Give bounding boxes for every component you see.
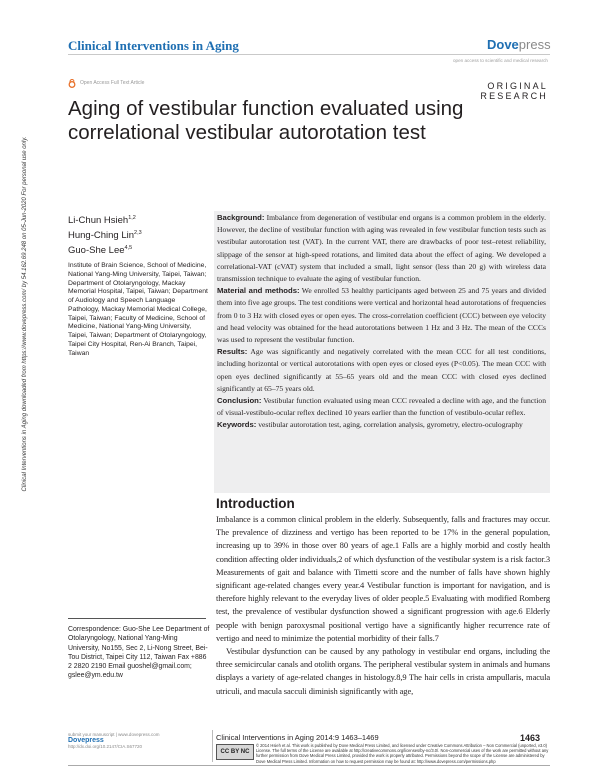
page-number: 1463 [520, 733, 541, 743]
header-rule [68, 54, 550, 55]
author: Li-Chun Hsieh$^{1,2}$ [68, 215, 136, 227]
affiliations: Institute of Brain Science, School of Medicine, National Yang-Ming University, Taipei, Taiwan; Department of Otolaryngology, Mackay Memorial Hospital, Taipei, Taiwan; Department of Audiology and Speech Language Pathology, Mackay Memorial Medical College, Taipei, Taiwan; Faculty of Medicine, School of Medicine, National Yang-Ming University, Taipei, Taiwan; Department of Otolaryngology, Taipei City Hospital, Ren-Ai Branch, Taipei, Taiwan [68, 262, 208, 357]
author: Hung-Ching Lin$^{2,3}$ [68, 230, 142, 242]
journal-name: Clinical Interventions in Aging [68, 38, 239, 53]
abstract: Background: Imbalance from degeneration of vestibular end organs is a common problem in the elderly. However, the decline of vestibular function with aging was revealed in few vestibular function tests such as vestibular autorotation test (VAT). In the current VAT, there are drawbacks of poor test–retest reliability, slippage of the sensor at high-speed rotations, and limited data about the effect of aging. We developed a correlational-VAT (cVAT) system that included a small, light sensor (less than 20 g) with wireless data transmission technique to evaluate the aging of vestibular function. Material and methods: We enrolled 53 healthy participants aged between 25 and 75 years and divided them into five age groups. The test conditions were vertical and horizontal head autorotations of frequencies from 0 to 3 Hz with closed eyes or open eyes. The cross-correlation coefficient (CCC) between eye velocity and head velocity was obtained for the head autorotations between 1 Hz and 3 Hz. The mean of the CCCs was used to represent the vestibular function. Results: Age was significantly and negatively correlated with the mean CCC for all test conditions, including horizontal or vertical autorotations with open eyes or closed eyes (P<0.05). The mean CCC with open eyes declined significantly at 55–65 years old and the mean CCC with closed eyes declined significantly at 65–75 years old. Conclusion: Vestibular function evaluated using mean CCC revealed a decline with age, and the function of visual-vestibulo-ocular reflex declined 10 years earlier than the function of vestibulo-ocular reflex. Keywords: vestibular autorotation test, aging, correlation analysis, gyrometry, electro-oculography [217, 213, 547, 430]
submit-link[interactable]: submit your manuscript | www.dovepress.com [68, 732, 160, 737]
footer-left [68, 732, 208, 750]
author: Guo-She Lee$^{4,5}$ [68, 245, 133, 257]
section-label: ORIGINAL RESEARCH [480, 81, 548, 101]
introduction-body [216, 513, 550, 698]
download-watermark: Clinical Interventions in Aging downloaded from https://www.dovepress.com/ by 54.162.69.248 on 05-Jun-2020 For personal use only. [22, 136, 28, 492]
publisher-logo [487, 37, 551, 52]
cc-license-badge[interactable]: CC BY NC [216, 744, 254, 760]
paper-title: Aging of vestibular function evaluated using correlational vestibular autorotation test [68, 97, 464, 144]
publisher-dove: Dove [487, 37, 519, 52]
section-heading-introduction: Introduction [216, 496, 295, 511]
dovepress-logo: Dovepress [68, 737, 104, 744]
open-access-icon [68, 79, 76, 88]
paragraph: Imbalance is a common clinical problem in the elderly. Subsequently, falls and fractures may occur. The prevalence of dizziness and vertigo has been reported to be 17% in the general population, increasing up to 39% in those over 80 years of age.1 Falls are a highly morbid and costly health condition affecting older individuals,2 of which dysfunction of the vestibular system is a risk factor.3 Measurements of gait and balance with Timetti score and the number of falls have shown highly significant age-related changes every year.4 Vestibular function is important for navigation, and is therefore highly relevant to the everyday lives of older people.5 Evaluating with modified Romberg test, the prevalence of vestibular dysfunction showed a significant progression with age.6 Elderly people with benign paroxysmal positional vertigo have a significantly higher recurrence rate of vertigo and need to minimize the potential morbidity of their falls.7 [216, 514, 550, 643]
author-list [68, 212, 142, 257]
publisher-tagline: open access to scientific and medical research [453, 58, 548, 63]
correspondence-rule [68, 618, 206, 619]
open-access-label: Open Access Full Text Article [80, 80, 145, 86]
correspondence: Correspondence: Guo-She Lee Department of Otolaryngology, National Yang-Ming University, No155, Sec 2, Li-Nong Street, Bei-Tou District, Taipei City 112, Taiwan Fax +886 2 2820 2190 Email guoshel@gmail.com; gslee@ym.edu.tw [68, 626, 210, 680]
footer-divider [212, 730, 213, 762]
doi-link[interactable]: http://dx.doi.org/10.2147/CIA.S67720 [68, 744, 143, 749]
footer-rule [68, 765, 550, 766]
footer-citation: Clinical Interventions in Aging 2014:9 1463–1469 [216, 733, 379, 742]
license-text: © 2014 Hsieh et al. This work is published by Dove Medical Press Limited, and licensed under Creative Commons Attribution – Non Commercial (unported, v3.0) License. The full terms of the License are available at http://creativecommons.org/licenses/by-nc/3.0/. Non-commercial uses of the work are permitted without any further permission from Dove Medical Press Limited, provided the work is properly attributed. Permissions beyond the scope of the License are administered by Dove Medical Press Limited. Information on how to request permission may be found at: http://www.dovepress.com/permissions.php [256, 743, 549, 764]
publisher-press: press [518, 37, 551, 52]
paragraph: Vestibular dysfunction can be caused by any pathology in vestibular end organs, including the three semicircular canals and otolith organs. The peripheral vestibular system in animals and humans displays a variety of age-related changes in histology.8,9 The hair cells in crista ampullaris, macula utriculi, and macula sacculi diminish significantly with age, [216, 646, 550, 696]
